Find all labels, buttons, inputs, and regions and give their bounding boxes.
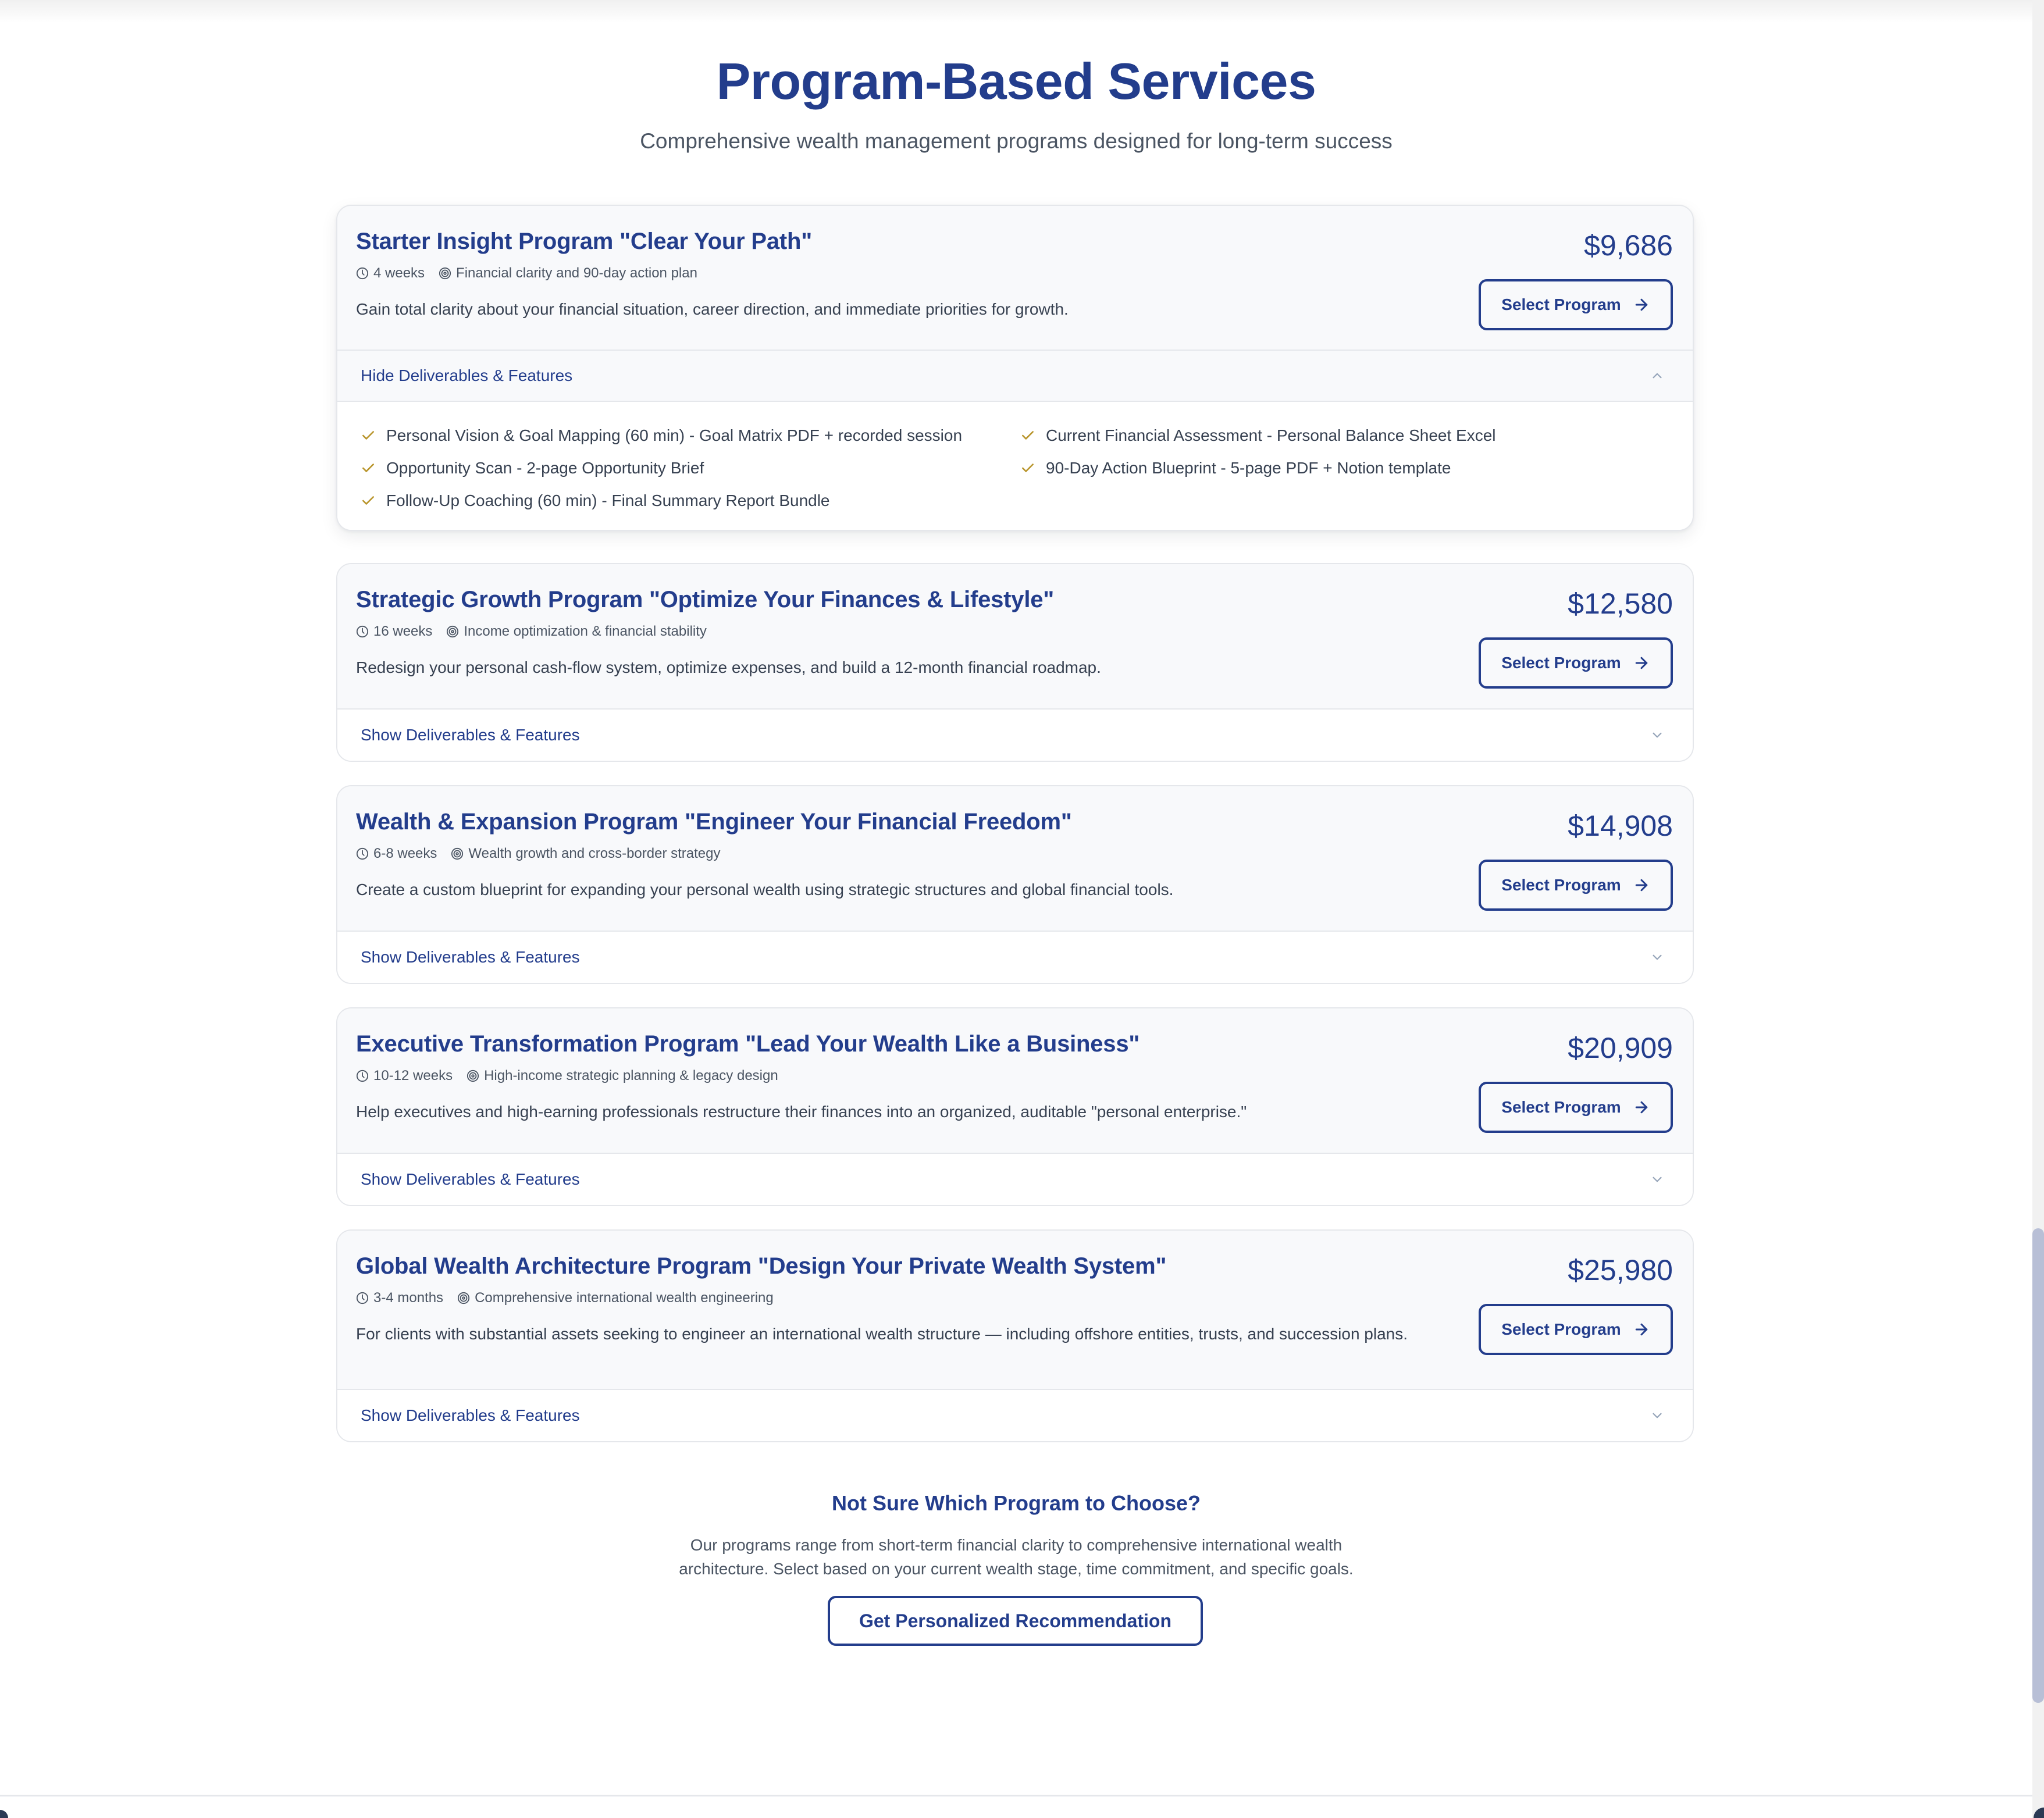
clock-icon	[356, 625, 369, 638]
program-card-header	[337, 1008, 1693, 1154]
select-program-label: Select Program	[1501, 876, 1621, 894]
arrow-right-icon	[1633, 296, 1650, 313]
deliverable-item	[1020, 424, 1660, 447]
target-icon	[446, 625, 459, 638]
focus-meta	[446, 622, 707, 641]
get-recommendation-button[interactable]: Get Personalized Recommendation	[828, 1596, 1203, 1646]
deliverable-text: Opportunity Scan - 2-page Opportunity Brief	[386, 459, 704, 477]
chevron-down-icon	[1650, 1172, 1665, 1187]
select-program-label: Select Program	[1501, 654, 1621, 672]
toggle-deliverables-button[interactable]	[337, 932, 1693, 983]
focus-text: Comprehensive international wealth engineering	[475, 1290, 774, 1306]
toggle-deliverables-button[interactable]	[337, 1154, 1693, 1205]
program-card-wealth-expansion	[336, 785, 1694, 984]
program-meta	[356, 1289, 1674, 1307]
clock-icon	[356, 1070, 369, 1082]
program-description: For clients with substantial assets seeking to engineer an international wealth structure — including offshore entities, trusts, and succession plans.	[356, 1325, 1408, 1343]
program-title: Starter Insight Program "Clear Your Path"	[356, 229, 812, 254]
check-icon	[361, 428, 376, 443]
select-program-label: Select Program	[1501, 1320, 1621, 1338]
target-icon	[439, 267, 451, 280]
duration-meta	[356, 1067, 453, 1085]
program-description: Create a custom blueprint for expanding your personal wealth using strategic structures and global financial tools.	[356, 881, 1174, 899]
chevron-up-icon	[1650, 368, 1665, 383]
toggle-deliverables-label: Show Deliverables & Features	[361, 1406, 580, 1424]
target-icon	[467, 1070, 479, 1082]
clock-icon	[356, 847, 369, 860]
focus-text: High-income strategic planning & legacy design	[484, 1068, 778, 1083]
focus-meta	[457, 1289, 774, 1307]
duration-meta	[356, 1289, 443, 1307]
duration-text: 16 weeks	[373, 623, 433, 639]
focus-meta	[439, 264, 697, 283]
select-program-button[interactable]	[1479, 279, 1673, 330]
check-icon	[1020, 428, 1035, 443]
duration-text: 4 weeks	[373, 265, 425, 281]
program-title: Executive Transformation Program "Lead Your Wealth Like a Business"	[356, 1031, 1140, 1057]
program-meta	[356, 844, 1674, 863]
duration-text: 6-8 weeks	[373, 846, 437, 861]
select-program-button[interactable]	[1479, 1304, 1673, 1355]
program-card-strategic-growth	[336, 563, 1694, 762]
deliverable-text: Current Financial Assessment - Personal Balance Sheet Excel	[1046, 426, 1496, 444]
program-meta	[356, 264, 1674, 283]
check-icon	[361, 493, 376, 508]
arrow-right-icon	[1633, 876, 1650, 894]
select-program-label: Select Program	[1501, 1098, 1621, 1116]
program-title: Global Wealth Architecture Program "Design Your Private Wealth System"	[356, 1253, 1167, 1279]
select-program-button[interactable]	[1479, 1082, 1673, 1133]
check-icon	[1020, 461, 1035, 476]
duration-text: 10-12 weeks	[373, 1068, 453, 1083]
focus-meta	[467, 1067, 778, 1085]
program-title: Strategic Growth Program "Optimize Your Finances & Lifestyle"	[356, 587, 1055, 612]
program-title: Wealth & Expansion Program "Engineer Your Financial Freedom"	[356, 809, 1072, 835]
program-card-header	[337, 1231, 1693, 1390]
clock-icon	[356, 1292, 369, 1304]
deliverable-item	[361, 489, 1020, 512]
program-card-executive-transformation	[336, 1007, 1694, 1206]
program-price: $20,909	[1568, 1032, 1673, 1064]
deliverable-text: Personal Vision & Goal Mapping (60 min) - Goal Matrix PDF + recorded session	[386, 426, 963, 444]
program-description: Gain total clarity about your financial situation, career direction, and immediate priorities for growth.	[356, 300, 1069, 318]
toggle-deliverables-label: Show Deliverables & Features	[361, 948, 580, 966]
target-icon	[457, 1292, 470, 1304]
program-card-starter-insight	[336, 205, 1694, 531]
toggle-deliverables-button[interactable]	[337, 1390, 1693, 1441]
program-description: Help executives and high-earning professionals restructure their finances into an organized, auditable "personal enterprise."	[356, 1103, 1247, 1121]
duration-meta	[356, 844, 437, 863]
toggle-deliverables-label: Show Deliverables & Features	[361, 726, 580, 744]
arrow-right-icon	[1633, 654, 1650, 672]
arrow-right-icon	[1633, 1099, 1650, 1116]
select-program-button[interactable]	[1479, 637, 1673, 689]
cta-heading: Not Sure Which Program to Choose?	[831, 1491, 1201, 1515]
toggle-deliverables-button[interactable]	[337, 710, 1693, 761]
program-price: $9,686	[1584, 229, 1673, 262]
program-meta	[356, 622, 1674, 641]
clock-icon	[356, 267, 369, 280]
duration-meta	[356, 622, 432, 641]
target-icon	[451, 847, 464, 860]
duration-meta	[356, 264, 425, 283]
program-card-header	[337, 206, 1693, 351]
duration-text: 3-4 months	[373, 1290, 444, 1306]
footer-divider	[0, 1795, 2032, 1796]
cta-text: Our programs range from short-term financial clarity to comprehensive international wealth architecture. Select based on your current wealth stage, time commitment, and specific goals.	[679, 1536, 1354, 1578]
deliverables-list	[337, 402, 1693, 530]
focus-text: Income optimization & financial stability	[464, 623, 707, 639]
focus-text: Wealth growth and cross-border strategy	[468, 846, 721, 861]
select-program-label: Select Program	[1501, 295, 1621, 313]
program-price: $25,980	[1568, 1254, 1673, 1286]
toggle-deliverables-button[interactable]	[337, 351, 1693, 402]
program-description: Redesign your personal cash-flow system, optimize expenses, and build a 12-month financial roadmap.	[356, 658, 1101, 676]
page-subtitle: Comprehensive wealth management programs designed for long-term success	[640, 129, 1393, 153]
program-meta	[356, 1067, 1674, 1085]
arrow-right-icon	[1633, 1321, 1650, 1338]
focus-text: Financial clarity and 90-day action plan	[456, 265, 697, 281]
chevron-down-icon	[1650, 728, 1665, 743]
chevron-down-icon	[1650, 950, 1665, 965]
toggle-deliverables-label: Hide Deliverables & Features	[361, 366, 573, 384]
program-card-header	[337, 564, 1693, 710]
program-card-header	[337, 786, 1693, 932]
select-program-button[interactable]	[1479, 860, 1673, 911]
deliverable-item	[361, 424, 1020, 447]
deliverable-text: Follow-Up Coaching (60 min) - Final Summary Report Bundle	[386, 491, 830, 509]
program-card-global-wealth-architecture	[336, 1229, 1694, 1442]
scrollbar-thumb[interactable]	[2032, 1228, 2044, 1703]
footer-edge	[0, 1810, 8, 1818]
check-icon	[361, 461, 376, 476]
page-title: Program-Based Services	[716, 52, 1316, 110]
header-shadow	[0, 0, 2032, 23]
deliverable-item	[361, 457, 1020, 480]
toggle-deliverables-label: Show Deliverables & Features	[361, 1170, 580, 1188]
deliverable-item	[1020, 457, 1660, 480]
program-price: $12,580	[1568, 587, 1673, 620]
focus-meta	[451, 844, 720, 863]
program-price: $14,908	[1568, 810, 1673, 842]
deliverable-text: 90-Day Action Blueprint - 5-page PDF + Notion template	[1046, 459, 1451, 477]
chevron-down-icon	[1650, 1408, 1665, 1423]
